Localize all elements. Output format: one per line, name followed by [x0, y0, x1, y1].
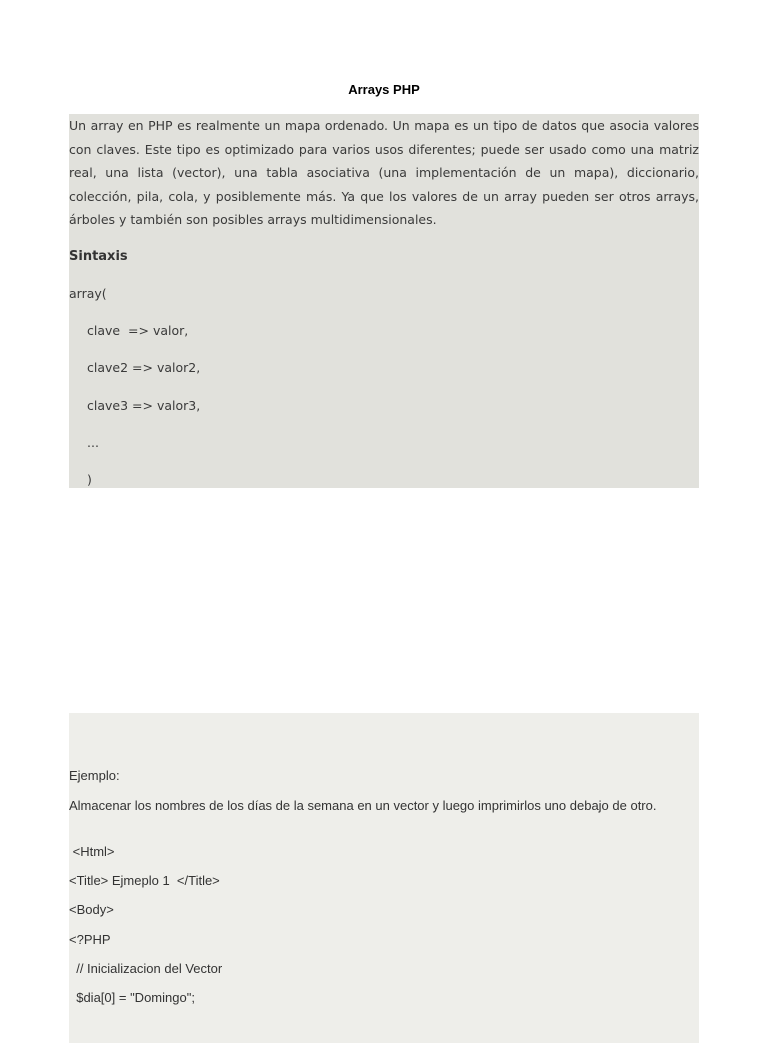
code-line: <Body>	[69, 902, 114, 917]
syntax-line: )	[87, 472, 92, 487]
code-line: // Inicializacion del Vector	[69, 961, 223, 976]
code-line: <Html>	[69, 844, 115, 859]
example-description: Almacenar los nombres de los días de la semana en un vector y luego imprimirlos uno debajo de otro.	[69, 798, 657, 813]
intro-paragraph: Un array en PHP es realmente un mapa ordenado. Un mapa es un tipo de datos que asocia valores con claves. Este tipo es optimizado para varios usos diferentes; puede ser usado como una matriz real, una lista (vector), una tabla asociativa (una implementación de un mapa), diccionario, colección, pila, cola, y posiblemente más. Ya que los valores de un array pueden ser otros arrays, árboles y también son posibles arrays multidimensionales.	[69, 118, 699, 227]
syntax-line: clave => valor,	[87, 323, 189, 338]
code-line: <?PHP	[69, 932, 111, 947]
example-section	[69, 713, 699, 1043]
syntax-line: clave2 => valor2,	[87, 360, 201, 375]
code-line: <Title> Ejmeplo 1 </Title>	[69, 873, 220, 888]
intro-section	[69, 114, 699, 488]
code-line: $dia[0] = "Domingo";	[69, 990, 195, 1005]
example-label: Ejemplo:	[69, 768, 120, 783]
syntax-line: clave3 => valor3,	[87, 398, 201, 413]
page-title: Arrays PHP	[348, 82, 420, 97]
syntax-line: array(	[69, 286, 107, 301]
syntax-line: ...	[87, 435, 99, 450]
syntax-heading: Sintaxis	[69, 249, 128, 264]
